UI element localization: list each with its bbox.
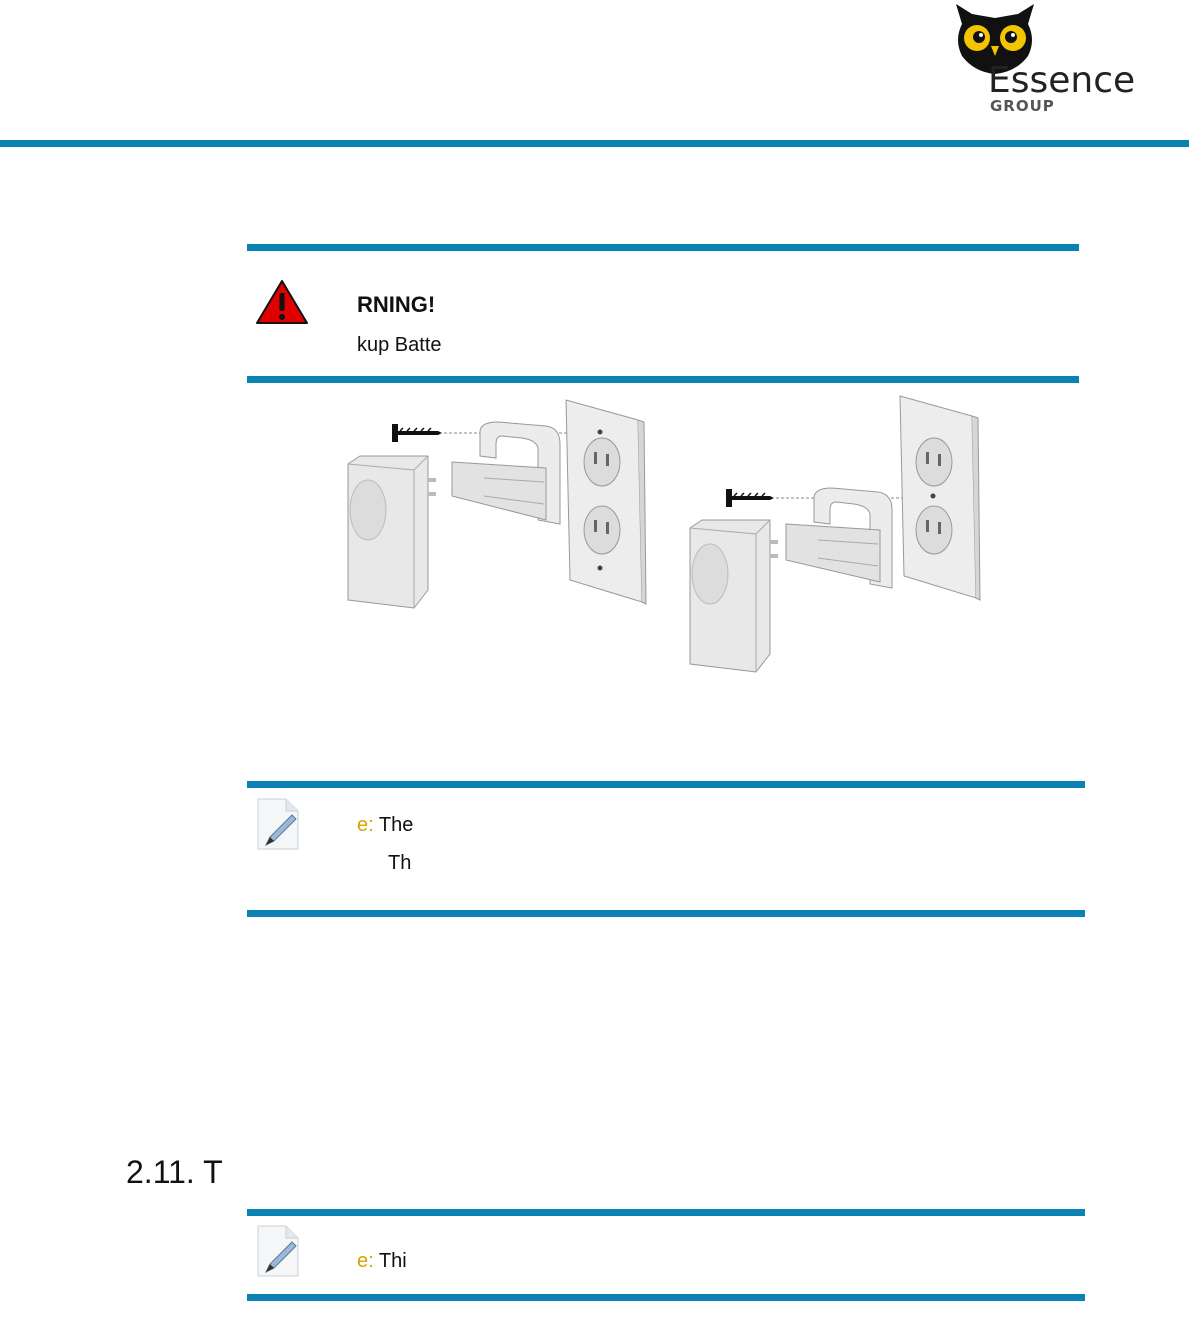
figure-caption	[770, 718, 900, 726]
logo-brand-text: Essence	[988, 60, 1136, 101]
note2-text: Thi	[378, 1250, 407, 1272]
note-icon-2	[254, 1224, 302, 1278]
section-heading: 2.11. T	[126, 1154, 223, 1190]
note1-text-line	[357, 814, 414, 837]
logo-group-text: GROUP	[990, 97, 1055, 115]
mounting-bracket-right	[786, 488, 892, 588]
backup-battery-unit-right	[690, 520, 778, 672]
warning-top-rule	[247, 244, 1079, 251]
warning-text: kup Batte	[357, 334, 442, 356]
wall-outlet-right	[900, 396, 980, 600]
note1-text: The	[378, 814, 414, 836]
note2-bottom-rule	[247, 1294, 1085, 1301]
note2-top-rule	[247, 1209, 1085, 1216]
note1-bottom-rule	[247, 910, 1085, 917]
installation-illustration	[330, 392, 1030, 692]
note2-prefix: e:	[357, 1250, 374, 1272]
warning-title: RNING!	[357, 292, 436, 317]
note-icon	[254, 797, 302, 851]
wall-outlet-left	[566, 400, 646, 604]
note1-top-rule	[247, 781, 1085, 788]
warning-bottom-rule	[247, 376, 1079, 383]
screw-icon-left	[392, 424, 442, 442]
screw-icon-right	[726, 489, 774, 507]
note1-prefix: e:	[357, 814, 374, 836]
backup-battery-unit-left	[348, 456, 436, 608]
note2-text-line	[357, 1250, 409, 1273]
warning-icon	[255, 279, 309, 325]
company-logo	[950, 0, 1136, 118]
header-divider	[0, 140, 1189, 147]
note1-second-line: Th	[388, 852, 412, 874]
mounting-bracket-left	[452, 422, 560, 524]
